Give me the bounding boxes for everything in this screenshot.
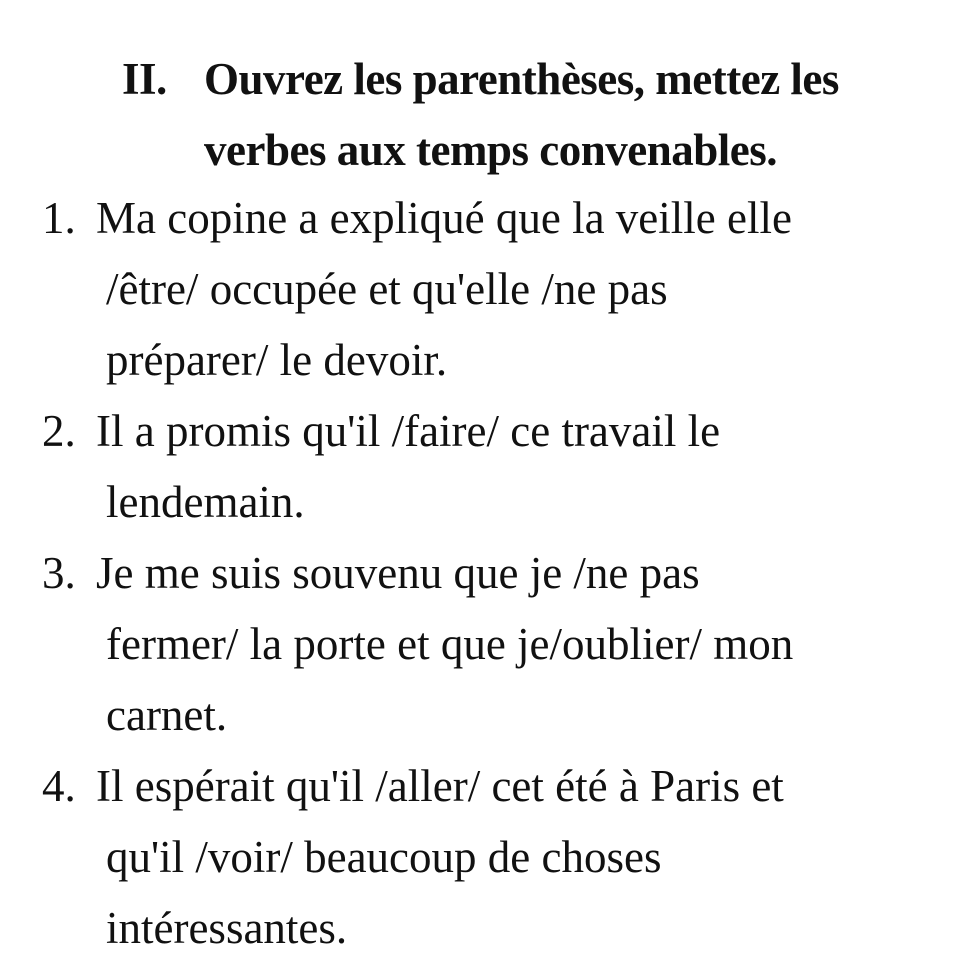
item-line: Il a promis qu'il /faire/ ce travail le [96,406,721,456]
section-numeral: II. [122,54,167,104]
exercise-list [42,183,942,964]
item-number: 2. [42,406,76,456]
exercise-item-4 [42,751,942,964]
item-line: fermer/ la porte et que je/oublier/ mon [106,619,794,669]
item-line: intéressantes. [106,903,348,953]
item-line: lendemain. [106,477,305,527]
item-number: 4. [42,761,76,811]
item-line: préparer/ le devoir. [106,335,448,385]
instruction-line: Ouvrez les parenthèses, mettez les [204,54,839,104]
item-line: Ma copine a expliqué que la veille elle [96,193,792,243]
exercise-instruction [204,44,964,186]
exercise-item-1 [42,183,942,396]
item-line: Je me suis souvenu que je /ne pas [96,548,700,598]
item-number: 3. [42,548,76,598]
item-line: qu'il /voir/ beaucoup de choses [106,832,662,882]
item-line: Il espérait qu'il /aller/ cet été à Paris et [96,761,784,811]
exercise-item-3 [42,538,942,751]
item-line: carnet. [106,690,228,740]
instruction-line: verbes aux temps convenables. [204,125,777,175]
item-number: 1. [42,193,76,243]
exercise-item-2 [42,396,942,538]
item-line: /être/ occupée et qu'elle /ne pas [106,264,668,314]
